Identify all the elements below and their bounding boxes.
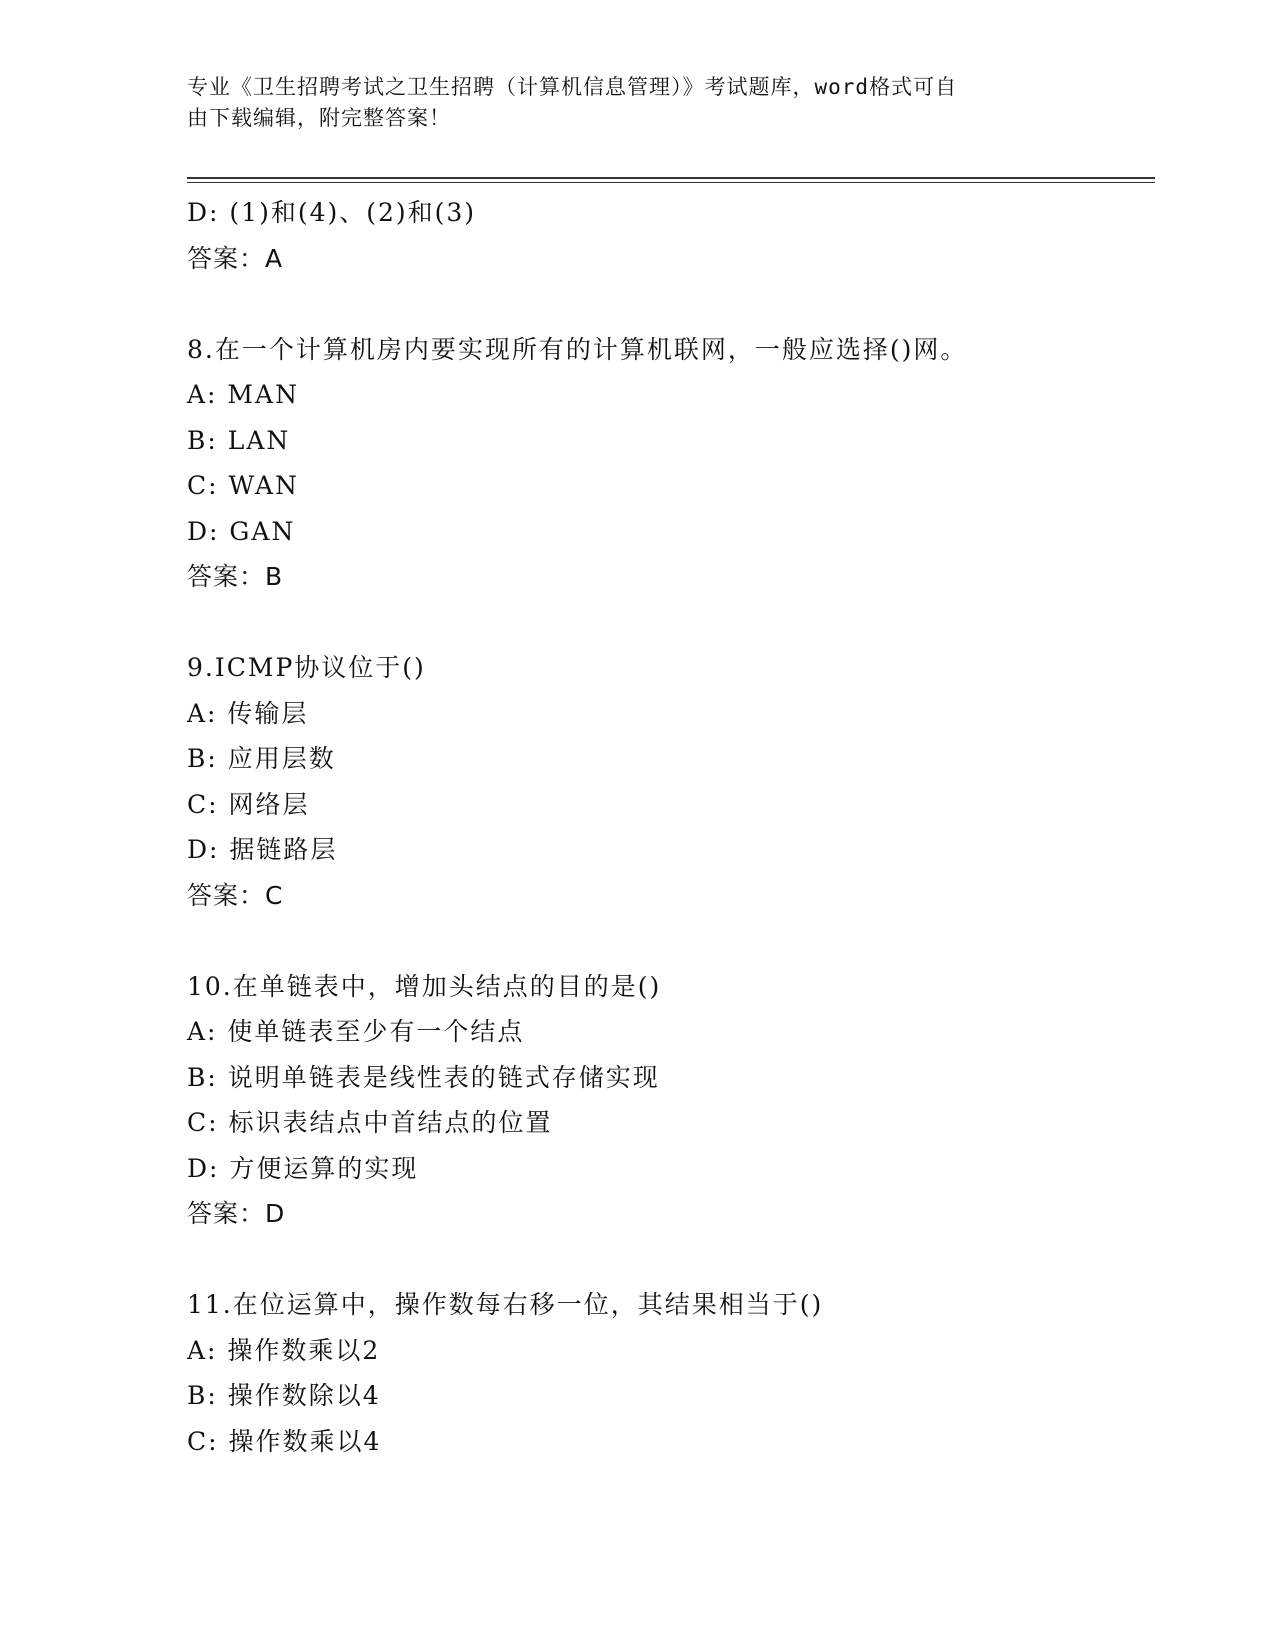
spacer: [187, 1237, 1147, 1283]
answer-line: 答案：A: [187, 243, 284, 273]
option-b: B: 操作数除以4: [187, 1381, 381, 1410]
option-b: B: LAN: [187, 425, 291, 455]
question-8: [187, 327, 1147, 600]
answer-line: 答案：C: [187, 880, 284, 910]
spacer: [187, 600, 1147, 646]
document-header: [187, 72, 1087, 134]
answer-line: 答案：B: [187, 562, 284, 591]
question-9: [187, 645, 1147, 918]
option-b: B: 说明单链表是线性表的链式存储实现: [187, 1062, 660, 1092]
spacer: [187, 918, 1147, 964]
question-stem: 9.ICMP协议位于(): [187, 653, 426, 682]
question-stem: 8.在一个计算机房内要实现所有的计算机联网，一般应选择()网。: [187, 334, 968, 364]
option-c: C: 标识表结点中首结点的位置: [187, 1108, 553, 1137]
question-stem: 10.在单链表中，增加头结点的目的是(): [187, 971, 662, 1001]
header-line-1: 专业《卫生招聘考试之卫生招聘（计算机信息管理）》考试题库，word格式可自: [187, 75, 958, 99]
option-a: A: 操作数乘以2: [187, 1335, 381, 1365]
option-a: A: MAN: [187, 380, 299, 409]
spacer: [187, 281, 1147, 327]
header-divider-thick: [187, 177, 1155, 179]
option-c: C: 网络层: [187, 789, 310, 819]
question-stem: 11.在位运算中，操作数每右移一位，其结果相当于(): [187, 1290, 824, 1319]
header-line-2: 由下载编辑，附完整答案！: [187, 106, 451, 130]
question-11: [187, 1282, 1147, 1464]
option-a: A: 使单链表至少有一个结点: [187, 1017, 525, 1046]
option-d: D: 方便运算的实现: [187, 1153, 419, 1183]
option-c: C: 操作数乘以4: [187, 1426, 382, 1456]
header-divider-thin: [187, 182, 1155, 183]
option-c: C: WAN: [187, 471, 299, 500]
option-b: B: 应用层数: [187, 744, 336, 773]
question-10: [187, 964, 1147, 1237]
answer-line: 答案：D: [187, 1199, 286, 1228]
question-list: [187, 190, 1147, 1464]
option-a: A: 传输层: [187, 698, 309, 728]
option-d: D: GAN: [187, 516, 296, 546]
option-d: D: (1)和(4)、(2)和(3): [187, 198, 477, 227]
option-d: D: 据链路层: [187, 835, 338, 864]
